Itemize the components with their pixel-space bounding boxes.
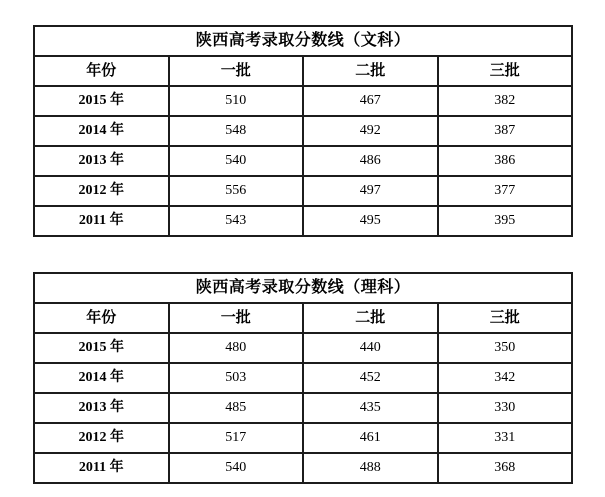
- table-row: [34, 423, 572, 453]
- score-cell: 330: [438, 393, 573, 423]
- score-cell: 342: [438, 363, 573, 393]
- score-cell: 492: [303, 116, 438, 146]
- column-header-batch2: 二批: [303, 56, 438, 86]
- score-table-like: [33, 272, 573, 484]
- year-cell: 2014 年: [34, 116, 169, 146]
- score-cell: 548: [169, 116, 304, 146]
- score-cell: 435: [303, 393, 438, 423]
- score-cell: 395: [438, 206, 573, 236]
- score-cell: 382: [438, 86, 573, 116]
- year-cell: 2012 年: [34, 176, 169, 206]
- table-row: [34, 453, 572, 483]
- score-table-wenke: [33, 25, 573, 237]
- year-cell: 2011 年: [34, 206, 169, 236]
- score-cell: 540: [169, 146, 304, 176]
- score-cell: 387: [438, 116, 573, 146]
- table-title-row: [34, 273, 572, 303]
- score-cell: 495: [303, 206, 438, 236]
- score-cell: 540: [169, 453, 304, 483]
- table-title: 陕西高考录取分数线（文科）: [34, 26, 572, 56]
- year-cell: 2015 年: [34, 333, 169, 363]
- table-row: [34, 116, 572, 146]
- table-row: [34, 206, 572, 236]
- table-row: [34, 363, 572, 393]
- score-cell: 440: [303, 333, 438, 363]
- table-row: [34, 176, 572, 206]
- column-header-year: 年份: [34, 303, 169, 333]
- score-cell: 331: [438, 423, 573, 453]
- score-cell: 480: [169, 333, 304, 363]
- score-cell: 488: [303, 453, 438, 483]
- year-cell: 2015 年: [34, 86, 169, 116]
- table-header-row: [34, 56, 572, 86]
- score-cell: 497: [303, 176, 438, 206]
- table-row: [34, 86, 572, 116]
- table-title-row: [34, 26, 572, 56]
- table-title: 陕西高考录取分数线（理科）: [34, 273, 572, 303]
- table-row: [34, 146, 572, 176]
- score-cell: 517: [169, 423, 304, 453]
- score-cell: 503: [169, 363, 304, 393]
- score-cell: 510: [169, 86, 304, 116]
- score-cell: 350: [438, 333, 573, 363]
- score-cell: 486: [303, 146, 438, 176]
- table-wenke: [33, 25, 573, 237]
- score-cell: 467: [303, 86, 438, 116]
- score-cell: 543: [169, 206, 304, 236]
- column-header-batch3: 三批: [438, 56, 573, 86]
- score-cell: 377: [438, 176, 573, 206]
- score-cell: 556: [169, 176, 304, 206]
- year-cell: 2013 年: [34, 146, 169, 176]
- score-cell: 461: [303, 423, 438, 453]
- column-header-year: 年份: [34, 56, 169, 86]
- column-header-batch2: 二批: [303, 303, 438, 333]
- column-header-batch1: 一批: [169, 56, 304, 86]
- score-cell: 452: [303, 363, 438, 393]
- table-row: [34, 333, 572, 363]
- year-cell: 2013 年: [34, 393, 169, 423]
- column-header-batch3: 三批: [438, 303, 573, 333]
- year-cell: 2014 年: [34, 363, 169, 393]
- year-cell: 2012 年: [34, 423, 169, 453]
- column-header-batch1: 一批: [169, 303, 304, 333]
- table-header-row: [34, 303, 572, 333]
- table-like: [33, 272, 573, 484]
- score-cell: 368: [438, 453, 573, 483]
- score-cell: 386: [438, 146, 573, 176]
- year-cell: 2011 年: [34, 453, 169, 483]
- table-row: [34, 393, 572, 423]
- score-cell: 485: [169, 393, 304, 423]
